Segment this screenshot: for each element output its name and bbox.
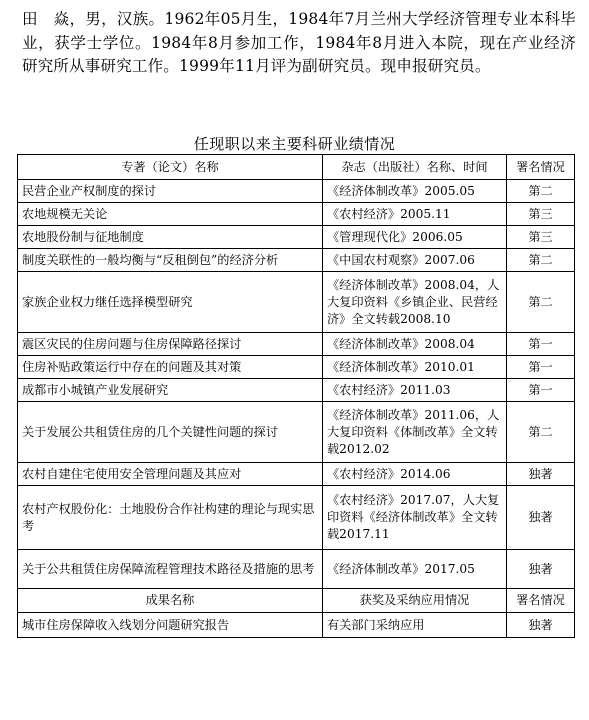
paper-journal: 《经济体制改革》2011.06，人大复印资料《体制改革》全文转载2012.02 xyxy=(323,402,507,463)
table-row xyxy=(18,249,575,272)
paper-role: 第三 xyxy=(507,226,575,249)
paper-journal: 《经济体制改革》2010.01 xyxy=(323,356,507,379)
research-table xyxy=(17,154,575,638)
header-paper-title: 专著（论文）名称 xyxy=(18,155,323,180)
paper-title: 关于发展公共租赁住房的几个关键性问题的探讨 xyxy=(18,402,323,463)
paper-role: 第二 xyxy=(507,402,575,463)
table-row xyxy=(18,463,575,486)
table-row xyxy=(18,550,575,589)
header-journal: 杂志（出版社）名称、时间 xyxy=(323,155,507,180)
paper-title: 农地规模无关论 xyxy=(18,203,323,226)
achievement-adoption: 有关部门采纳应用 xyxy=(323,613,507,638)
paper-title: 关于公共租赁住房保障流程管理技术路径及措施的思考 xyxy=(18,550,323,589)
paper-role: 第一 xyxy=(507,356,575,379)
paper-title: 农地股份制与征地制度 xyxy=(18,226,323,249)
table-row xyxy=(18,486,575,550)
paper-journal: 《经济体制改革》2005.05 xyxy=(323,180,507,203)
paper-journal: 《农村经济》2005.11 xyxy=(323,203,507,226)
bio-paragraph: 田 焱，男，汉族。1962年05月生，1984年7月兰州大学经济管理专业本科毕业，获学士学位。1984年8月参加工作，1984年8月进入本院，现在产业经济研究所从事研究工作。1999年11月评为副研究员。现申报研究员。 xyxy=(22,10,576,75)
paper-role: 第三 xyxy=(507,203,575,226)
paper-journal: 《经济体制改革》2017.05 xyxy=(323,550,507,589)
achievement-role: 独著 xyxy=(507,613,575,638)
paper-journal: 《农村经济》2011.03 xyxy=(323,379,507,402)
paper-role: 独著 xyxy=(507,463,575,486)
achievements-header-row xyxy=(18,589,575,613)
header-achievement-title: 成果名称 xyxy=(18,589,323,613)
paper-role: 第二 xyxy=(507,272,575,333)
paper-journal: 《经济体制改革》2008.04 xyxy=(323,333,507,356)
table-title: 任现职以来主要科研业绩情况 xyxy=(193,135,396,153)
paper-journal: 《管理现代化》2006.05 xyxy=(323,226,507,249)
paper-title: 农村自建住宅使用安全管理问题及其应对 xyxy=(18,463,323,486)
table-row xyxy=(18,203,575,226)
paper-role: 第一 xyxy=(507,333,575,356)
paper-journal: 《农村经济》2014.06 xyxy=(323,463,507,486)
table-row xyxy=(18,180,575,203)
paper-title: 农村产权股份化：土地股份合作社构建的理论与现实思考 xyxy=(18,486,323,550)
table-row xyxy=(18,402,575,463)
paper-title: 家族企业权力继任选择模型研究 xyxy=(18,272,323,333)
paper-role: 独著 xyxy=(507,550,575,589)
paper-role: 第一 xyxy=(507,379,575,402)
table-row xyxy=(18,226,575,249)
achievement-title: 城市住房保障收入线划分问题研究报告 xyxy=(18,613,323,638)
header-achievement-authorship: 署名情况 xyxy=(507,589,575,613)
paper-role: 独著 xyxy=(507,486,575,550)
paper-journal: 《农村经济》2017.07，人大复印资料《经济体制改革》全文转载2017.11 xyxy=(323,486,507,550)
table-row xyxy=(18,333,575,356)
paper-title: 震区灾民的住房问题与住房保障路径探讨 xyxy=(18,333,323,356)
paper-role: 第二 xyxy=(507,180,575,203)
table-row xyxy=(18,379,575,402)
paper-journal: 《经济体制改革》2008.04，人大复印资料《乡镇企业、民营经济》全文转载2008.10 xyxy=(323,272,507,333)
papers-header-row xyxy=(18,155,575,180)
paper-journal: 《中国农村观察》2007.06 xyxy=(323,249,507,272)
paper-title: 住房补贴政策运行中存在的问题及其对策 xyxy=(18,356,323,379)
header-authorship: 署名情况 xyxy=(507,155,575,180)
paper-title: 成都市小城镇产业发展研究 xyxy=(18,379,323,402)
paper-title: 民营企业产权制度的探讨 xyxy=(18,180,323,203)
table-row xyxy=(18,613,575,638)
paper-role: 第二 xyxy=(507,249,575,272)
paper-title: 制度关联性的一般均衡与“反租倒包”的经济分析 xyxy=(18,249,323,272)
header-adoption: 获奖及采纳应用情况 xyxy=(323,589,507,613)
table-row xyxy=(18,272,575,333)
table-row xyxy=(18,356,575,379)
